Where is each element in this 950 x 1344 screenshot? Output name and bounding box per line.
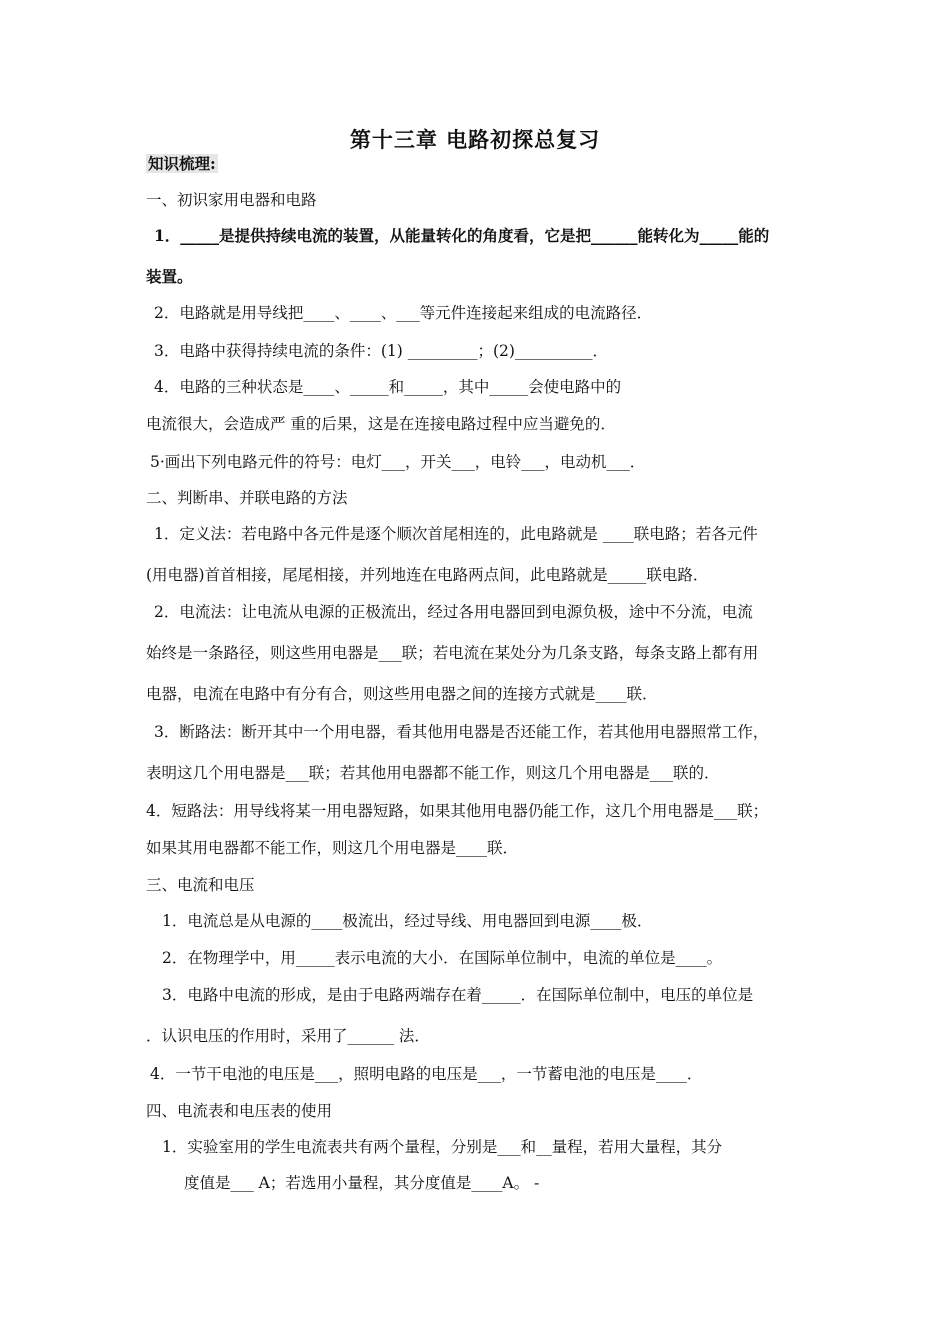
text-line: 3．电路中获得持续电流的条件：(1) _________；(2)__________．	[154, 342, 608, 360]
text-line: 2．电流法：让电流从电源的正极流出，经过各用电器回到电源负极，途中不分流，电流	[154, 603, 753, 621]
text-line: 1．_____是提供持续电流的装置，从能量转化的角度看，它是把______能转化为_____能的	[154, 226, 770, 245]
text-line: 2．在物理学中，用_____表示电流的大小．在国际单位制中，电流的单位是____。	[162, 949, 723, 967]
knowledge-heading: 知识梳理:	[148, 154, 216, 173]
text-line: ．认识电压的作用时，采用了______ 法．	[146, 1027, 430, 1045]
text-line: 2．电路就是用导线把____、____、___等元件连接起来组成的电流路径．	[154, 304, 653, 322]
text-line: 电流很大，会造成严 重的后果，这是在连接电路过程中应当避免的．	[146, 415, 616, 433]
text-line: 如果其用电器都不能工作，则这几个用电器是____联．	[146, 839, 519, 857]
text-line: 5·画出下列电路元件的符号：电灯___，开关___，电铃___，电动机___．	[150, 453, 646, 471]
section-heading: 二、判断串、并联电路的方法	[146, 489, 348, 507]
text-line: 度值是___ A；若选用小量程，其分度值是____A。 -	[184, 1174, 540, 1192]
text-line: (用电器)首首相接，尾尾相接，并列地连在电路两点间，此电路就是_____联电路．	[146, 566, 709, 584]
text-line: 1．实验室用的学生电流表共有两个量程，分别是___和__量程，若用大量程，其分	[162, 1138, 723, 1156]
text-line: 表明这几个用电器是___联；若其他用电器都不能工作，则这几个用电器是___联的．	[146, 764, 720, 782]
section-heading: 三、电流和电压	[146, 876, 255, 894]
text-line: 3．断路法：断开其中一个用电器，看其他用电器是否还能工作，若其他用电器照常工作，	[154, 723, 769, 741]
text-line: 1．定义法：若电路中各元件是逐个顺次首尾相连的，此电路就是 ____联电路；若各元件	[154, 525, 758, 543]
text-line: 始终是一条路径，则这些用电器是___联；若电流在某处分为几条支路，每条支路上都有用	[146, 644, 759, 662]
text-line: 电器，电流在电路中有分有合，则这些用电器之间的连接方式就是____联．	[146, 685, 658, 703]
text-line: 1．电流总是从电源的____极流出，经过导线、用电器回到电源____极．	[162, 912, 653, 930]
document-title: 第十三章 电路初探总复习	[349, 127, 601, 152]
text-line: 4．短路法：用导线将某一用电器短路，如果其他用电器仍能工作，这几个用电器是___联；	[146, 802, 769, 820]
section-heading: 一、初识家用电器和电路	[146, 191, 317, 209]
text-line: 3．电路中电流的形成，是由于电路两端存在着_____．在国际单位制中，电压的单位是	[162, 986, 754, 1004]
section-heading: 四、电流表和电压表的使用	[146, 1102, 333, 1120]
text-line: 4．一节干电池的电压是___，照明电路的电压是___，一节蓄电池的电压是____．	[150, 1065, 703, 1083]
text-line: 装置。	[146, 267, 193, 286]
text-line: 4．电路的三种状态是____、_____和_____，其中_____会使电路中的	[154, 378, 622, 396]
